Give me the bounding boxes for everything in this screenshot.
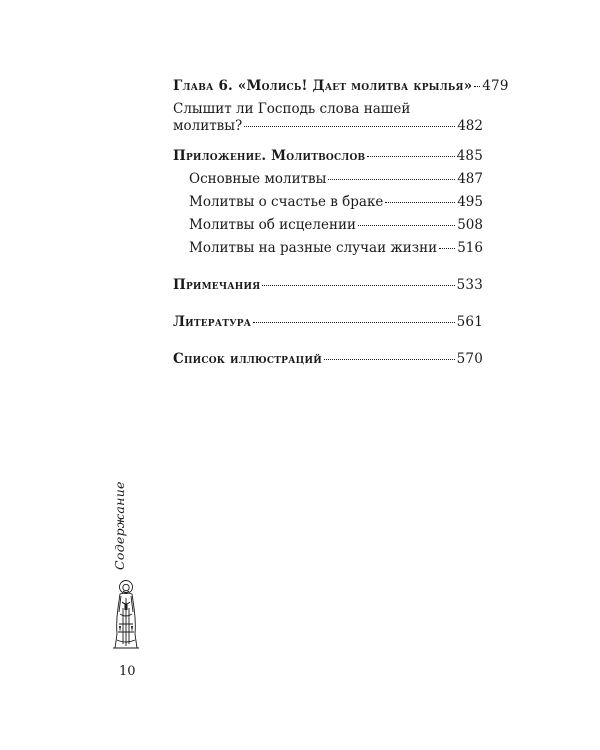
toc-entry-page: 516: [457, 240, 483, 256]
toc-entry-notes[interactable]: [173, 277, 483, 294]
dot-leader: [474, 85, 480, 87]
toc-entry-label: Литература: [173, 314, 252, 330]
toc-entry-marriage-prayers[interactable]: [173, 194, 483, 211]
toc-entry-label: Приложение. Молитвослов: [173, 148, 366, 164]
dot-leader: [262, 284, 454, 286]
toc-entry-page: 570: [456, 351, 483, 367]
toc-entry-label: Список иллюстраций: [173, 351, 322, 367]
toc-entry-illustrations[interactable]: [173, 351, 483, 368]
toc-entry-label: Молитвы о счастье в браке: [189, 194, 384, 210]
toc-entry-label: Молитвы об исцелении: [189, 217, 356, 233]
toc-entry-hears[interactable]: [173, 101, 483, 135]
dot-leader: [358, 224, 455, 226]
toc-entry-page: 533: [456, 277, 483, 293]
toc-entry-label: Молитвы на разные случаи жизни: [189, 240, 438, 256]
toc-entry-page: 495: [457, 194, 483, 210]
table-of-contents: [173, 78, 509, 368]
toc-entry-page: 479: [482, 78, 509, 94]
toc-entry-label-line1: Слышит ли Господь слова нашей: [173, 101, 411, 117]
toc-entry-label: Основные молитвы: [189, 171, 327, 187]
dot-leader: [244, 125, 455, 127]
toc-entry-healing-prayers[interactable]: [173, 217, 483, 234]
dot-leader: [367, 155, 454, 157]
toc-entry-page: 487: [457, 171, 483, 187]
dot-leader: [439, 247, 455, 249]
running-header-vertical: Содержание: [112, 481, 127, 570]
toc-entry-literature[interactable]: [173, 314, 483, 331]
dot-leader: [385, 201, 455, 203]
toc-entry-basic-prayers[interactable]: [173, 171, 483, 188]
page-number: 10: [119, 664, 136, 679]
saint-figure-icon: [106, 578, 146, 650]
dot-leader: [328, 178, 455, 180]
toc-entry-appendix[interactable]: [173, 148, 483, 165]
toc-entry-page: 561: [456, 314, 483, 330]
toc-entry-page: 508: [457, 217, 483, 233]
toc-entry-label-line2: молитвы?: [173, 118, 243, 134]
toc-entry-page: 482: [457, 118, 483, 134]
toc-entry-label: Примечания: [173, 277, 261, 293]
toc-entry-page: 485: [456, 148, 483, 164]
toc-entry-occasion-prayers[interactable]: [173, 240, 483, 257]
toc-entry-label: Глава 6. «Молись! Дает молитва крылья»: [173, 78, 473, 94]
dot-leader: [253, 321, 454, 323]
toc-entry-chapter-6[interactable]: [173, 78, 509, 95]
dot-leader: [324, 358, 455, 360]
